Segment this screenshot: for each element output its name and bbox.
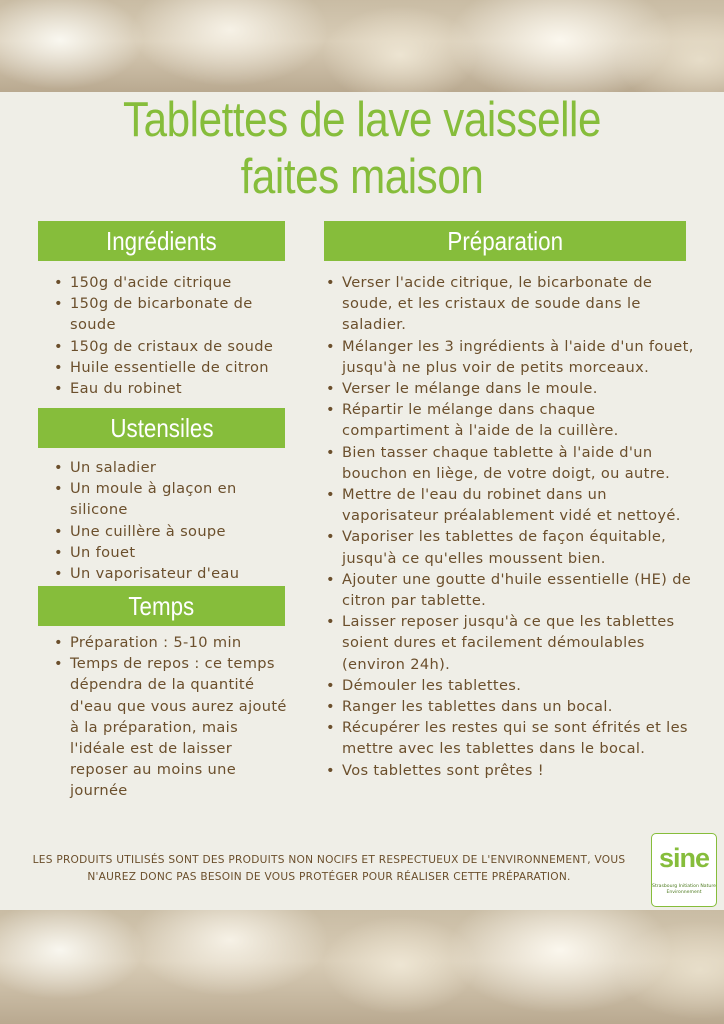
page-title (85, 92, 639, 206)
list-item: • Mettre de l'eau du robinet dans un vaporisateur préalablement vidé et nettoyé. (324, 484, 694, 526)
logo-caption: Strasbourg Initiation Nature Environnement (652, 884, 716, 895)
list-item: • Démouler les tablettes. (324, 675, 694, 696)
preparation-heading-banner (324, 221, 686, 261)
temps-list (52, 632, 288, 802)
list-item: • Ranger les tablettes dans un bocal. (324, 696, 694, 717)
ustensiles-heading: Ustensiles (109, 413, 214, 443)
list-item: • Verser l'acide citrique, le bicarbonate de soude, et les cristaux de soude dans le saladier. (324, 272, 694, 336)
list-item: • Ajouter une goutte d'huile essentielle (HE) de citron par tablette. (324, 569, 694, 611)
ustensiles-list (52, 457, 288, 584)
list-item: • 150g d'acide citrique (52, 272, 288, 293)
background-photo-top (0, 0, 724, 92)
sine-logo (651, 833, 717, 907)
background-photo-bottom (0, 910, 724, 1024)
logo-word: sine (658, 843, 710, 873)
list-item: • Vaporiser les tablettes de façon équitable, jusqu'à ce qu'elles moussent bien. (324, 526, 694, 568)
list-item: • 150g de bicarbonate de soude (52, 293, 288, 335)
preparation-heading: Préparation (447, 226, 563, 256)
list-item: • Récupérer les restes qui se sont éfrités et les mettre avec les tablettes dans le bocal. (324, 717, 694, 759)
ingredients-heading: Ingrédients (106, 226, 217, 256)
list-item: • Un vaporisateur d'eau (52, 563, 288, 584)
list-item: • Préparation : 5-10 min (52, 632, 288, 653)
list-item: • 150g de cristaux de soude (52, 336, 288, 357)
list-item: • Un fouet (52, 542, 288, 563)
list-item: • Un moule à glaçon en silicone (52, 478, 288, 520)
temps-heading: Temps (128, 591, 195, 621)
list-item: • Une cuillère à soupe (52, 521, 288, 542)
list-item: • Huile essentielle de citron (52, 357, 288, 378)
list-item: • Verser le mélange dans le moule. (324, 378, 694, 399)
list-item: • Répartir le mélange dans chaque compartiment à l'aide de la cuillère. (324, 399, 694, 441)
title-line-1: Tablettes de lave vaisselle (123, 93, 601, 147)
footer-notice: LES PRODUITS UTILISÉS SONT DES PRODUITS NON NOCIFS ET RESPECTUEUX DE L'ENVIRONNEMENT, VOUS N'AUREZ DONC PAS BESOIN DE VOUS PROTÉGER POUR RÉALISER CETTE PRÉPARATION. (32, 854, 626, 883)
list-item: • Eau du robinet (52, 378, 288, 399)
ingredients-heading-banner (38, 221, 285, 261)
ingredients-list (52, 272, 288, 399)
preparation-list (324, 272, 694, 781)
list-item: • Un saladier (52, 457, 288, 478)
list-item: • Mélanger les 3 ingrédients à l'aide d'un fouet, jusqu'à ne plus voir de petits morceaux. (324, 336, 694, 378)
temps-heading-banner (38, 586, 285, 626)
list-item: • Temps de repos : ce temps dépendra de la quantité d'eau que vous aurez ajouté à la préparation, mais l'idéale est de laisser reposer au moins une journée (52, 653, 288, 801)
list-item: • Laisser reposer jusqu'à ce que les tablettes soient dures et facilement démoulables (environ 24h). (324, 611, 694, 675)
ustensiles-heading-banner (38, 408, 285, 448)
list-item: • Bien tasser chaque tablette à l'aide d'un bouchon en liège, de votre doigt, ou autre. (324, 442, 694, 484)
list-item: • Vos tablettes sont prêtes ! (324, 760, 694, 781)
title-line-2: faites maison (240, 150, 484, 204)
